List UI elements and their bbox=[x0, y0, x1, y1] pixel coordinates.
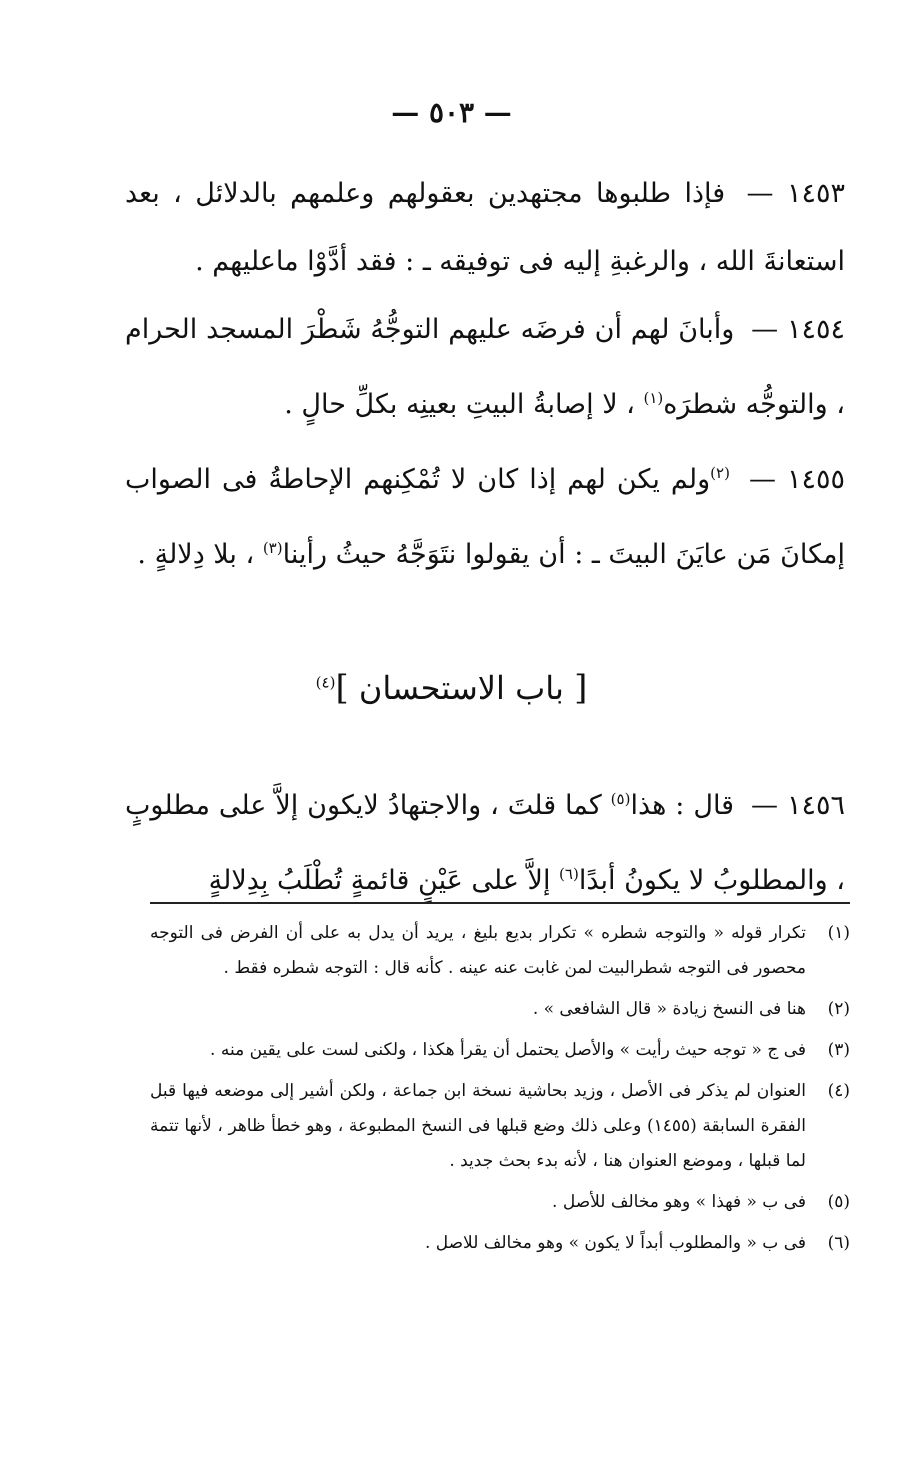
footnote-2 bbox=[150, 992, 850, 1027]
paragraph-number: ١٤٥٥ — bbox=[748, 464, 846, 495]
paragraph-1456 bbox=[125, 765, 845, 915]
footnote-1 bbox=[150, 916, 850, 986]
footnote-text: فى ج « توجه حيث رأيت » والأصل يحتمل أن يقرأ هكذا ، ولكنى لست على يقين منه . bbox=[210, 1040, 806, 1060]
footnote-number: (٥) bbox=[827, 1192, 850, 1212]
paragraph-number: ١٤٥٦ — bbox=[751, 790, 845, 821]
paragraph-text: قال : هذا bbox=[630, 790, 735, 821]
footnote-ref-2: (٢) bbox=[710, 464, 730, 482]
footnote-text: فى ب « فهذا » وهو مخالف للأصل . bbox=[552, 1192, 806, 1212]
paragraph-1454 bbox=[125, 296, 845, 439]
footnote-text: تكرار قوله « والتوجه شطره » تكرار بديع بليغ ، يريد أن يدل به على أن الفرض فى التوجه محصور فى التوجه شطرالبيت لمن غابت عنه عينه . كأنه قال : التوجه شطره فقط . bbox=[150, 923, 806, 978]
main-text-continued bbox=[125, 765, 845, 915]
footnote-ref-6: (٦) bbox=[559, 865, 579, 883]
footnote-ref-4: (٤) bbox=[315, 673, 336, 692]
heading-text: باب الاستحسان bbox=[348, 669, 575, 707]
footnote-text: هنا فى النسخ زيادة « قال الشافعى » . bbox=[532, 999, 806, 1019]
footnote-number: (٣) bbox=[827, 1040, 850, 1060]
paragraph-1455 bbox=[125, 439, 845, 589]
footnote-text: فى ب « والمطلوب أبداً لا يكون » وهو مخالف للاصل . bbox=[424, 1233, 806, 1253]
main-text bbox=[125, 160, 845, 589]
footnote-3 bbox=[150, 1033, 850, 1068]
paragraph-text: وأبانَ لهم أن فرضَه عليهم التوجُّهُ شَطْرَ المسجد الحرام ، والتوجُّه شطرَه bbox=[125, 314, 845, 420]
page-number: — ٥٠٣ — bbox=[391, 96, 512, 129]
footnote-5 bbox=[150, 1185, 850, 1220]
footnote-4 bbox=[150, 1074, 850, 1179]
paragraph-number: ١٤٥٤ — bbox=[751, 314, 845, 345]
heading-bracket-close: ] bbox=[335, 668, 349, 708]
paragraph-text: ، لا إصابةُ البيتِ بعينِه بكلِّ حالٍ . bbox=[284, 389, 644, 420]
footnote-number: (٢) bbox=[827, 999, 850, 1019]
footnote-number: (٦) bbox=[827, 1233, 850, 1253]
heading-bracket-open: [ bbox=[574, 668, 588, 708]
footnote-text: العنوان لم يذكر فى الأصل ، وزيد بحاشية نسخة ابن جماعة ، ولكن أشير إلى موضعه فيها قبل الفقرة السابقة (١٤٥٥) وعلى ذلك وضع قبلها فى النسخ المطبوعة ، وهو خطأ ظاهر ، لأنها تتمة لما قبلها ، وموضع العنوان هنا ، لأنه بدء بحث جديد . bbox=[150, 1081, 806, 1171]
footnotes bbox=[150, 916, 850, 1267]
paragraph-number: ١٤٥٣ — bbox=[746, 178, 845, 209]
footnote-6 bbox=[150, 1226, 850, 1261]
footnote-number: (١) bbox=[827, 923, 850, 943]
paragraph-text: كما قلتَ ، والاجتهادُ لايكون إلاَّ على مطلوبٍ ، والمطلوبُ لا يكونُ أبدًا bbox=[125, 790, 845, 896]
paragraph-text: إلاَّ على عَيْنٍ قائمةٍ تُطْلَبُ بِدِلالةٍ bbox=[208, 865, 560, 896]
paragraph-1453 bbox=[125, 160, 845, 296]
footnote-ref-1: (١) bbox=[643, 389, 664, 407]
section-heading bbox=[0, 668, 903, 708]
footnote-ref-5: (٥) bbox=[610, 790, 631, 808]
paragraph-text: فإذا طلبوها مجتهدين بعقولهم وعلمهم بالدلائل ، بعد استعانةَ الله ، والرغبةِ إليه فى توفيقه ـ : فقد أدَّوْا ماعليهم . bbox=[125, 178, 845, 277]
footnote-number: (٤) bbox=[827, 1081, 850, 1101]
footnote-ref-3: (٣) bbox=[262, 539, 283, 557]
paragraph-text: ، بلا دِلالةٍ . bbox=[137, 539, 263, 570]
paragraph-text: ولم يكن لهم إذا كان لا تُمْكِنهم الإحاطةُ فى الصواب إمكانَ مَن عايَنَ البيتَ ـ : أن يقولوا نتَوَجَّهُ حيثُ رأينا bbox=[125, 464, 845, 570]
footnote-divider bbox=[150, 902, 850, 904]
